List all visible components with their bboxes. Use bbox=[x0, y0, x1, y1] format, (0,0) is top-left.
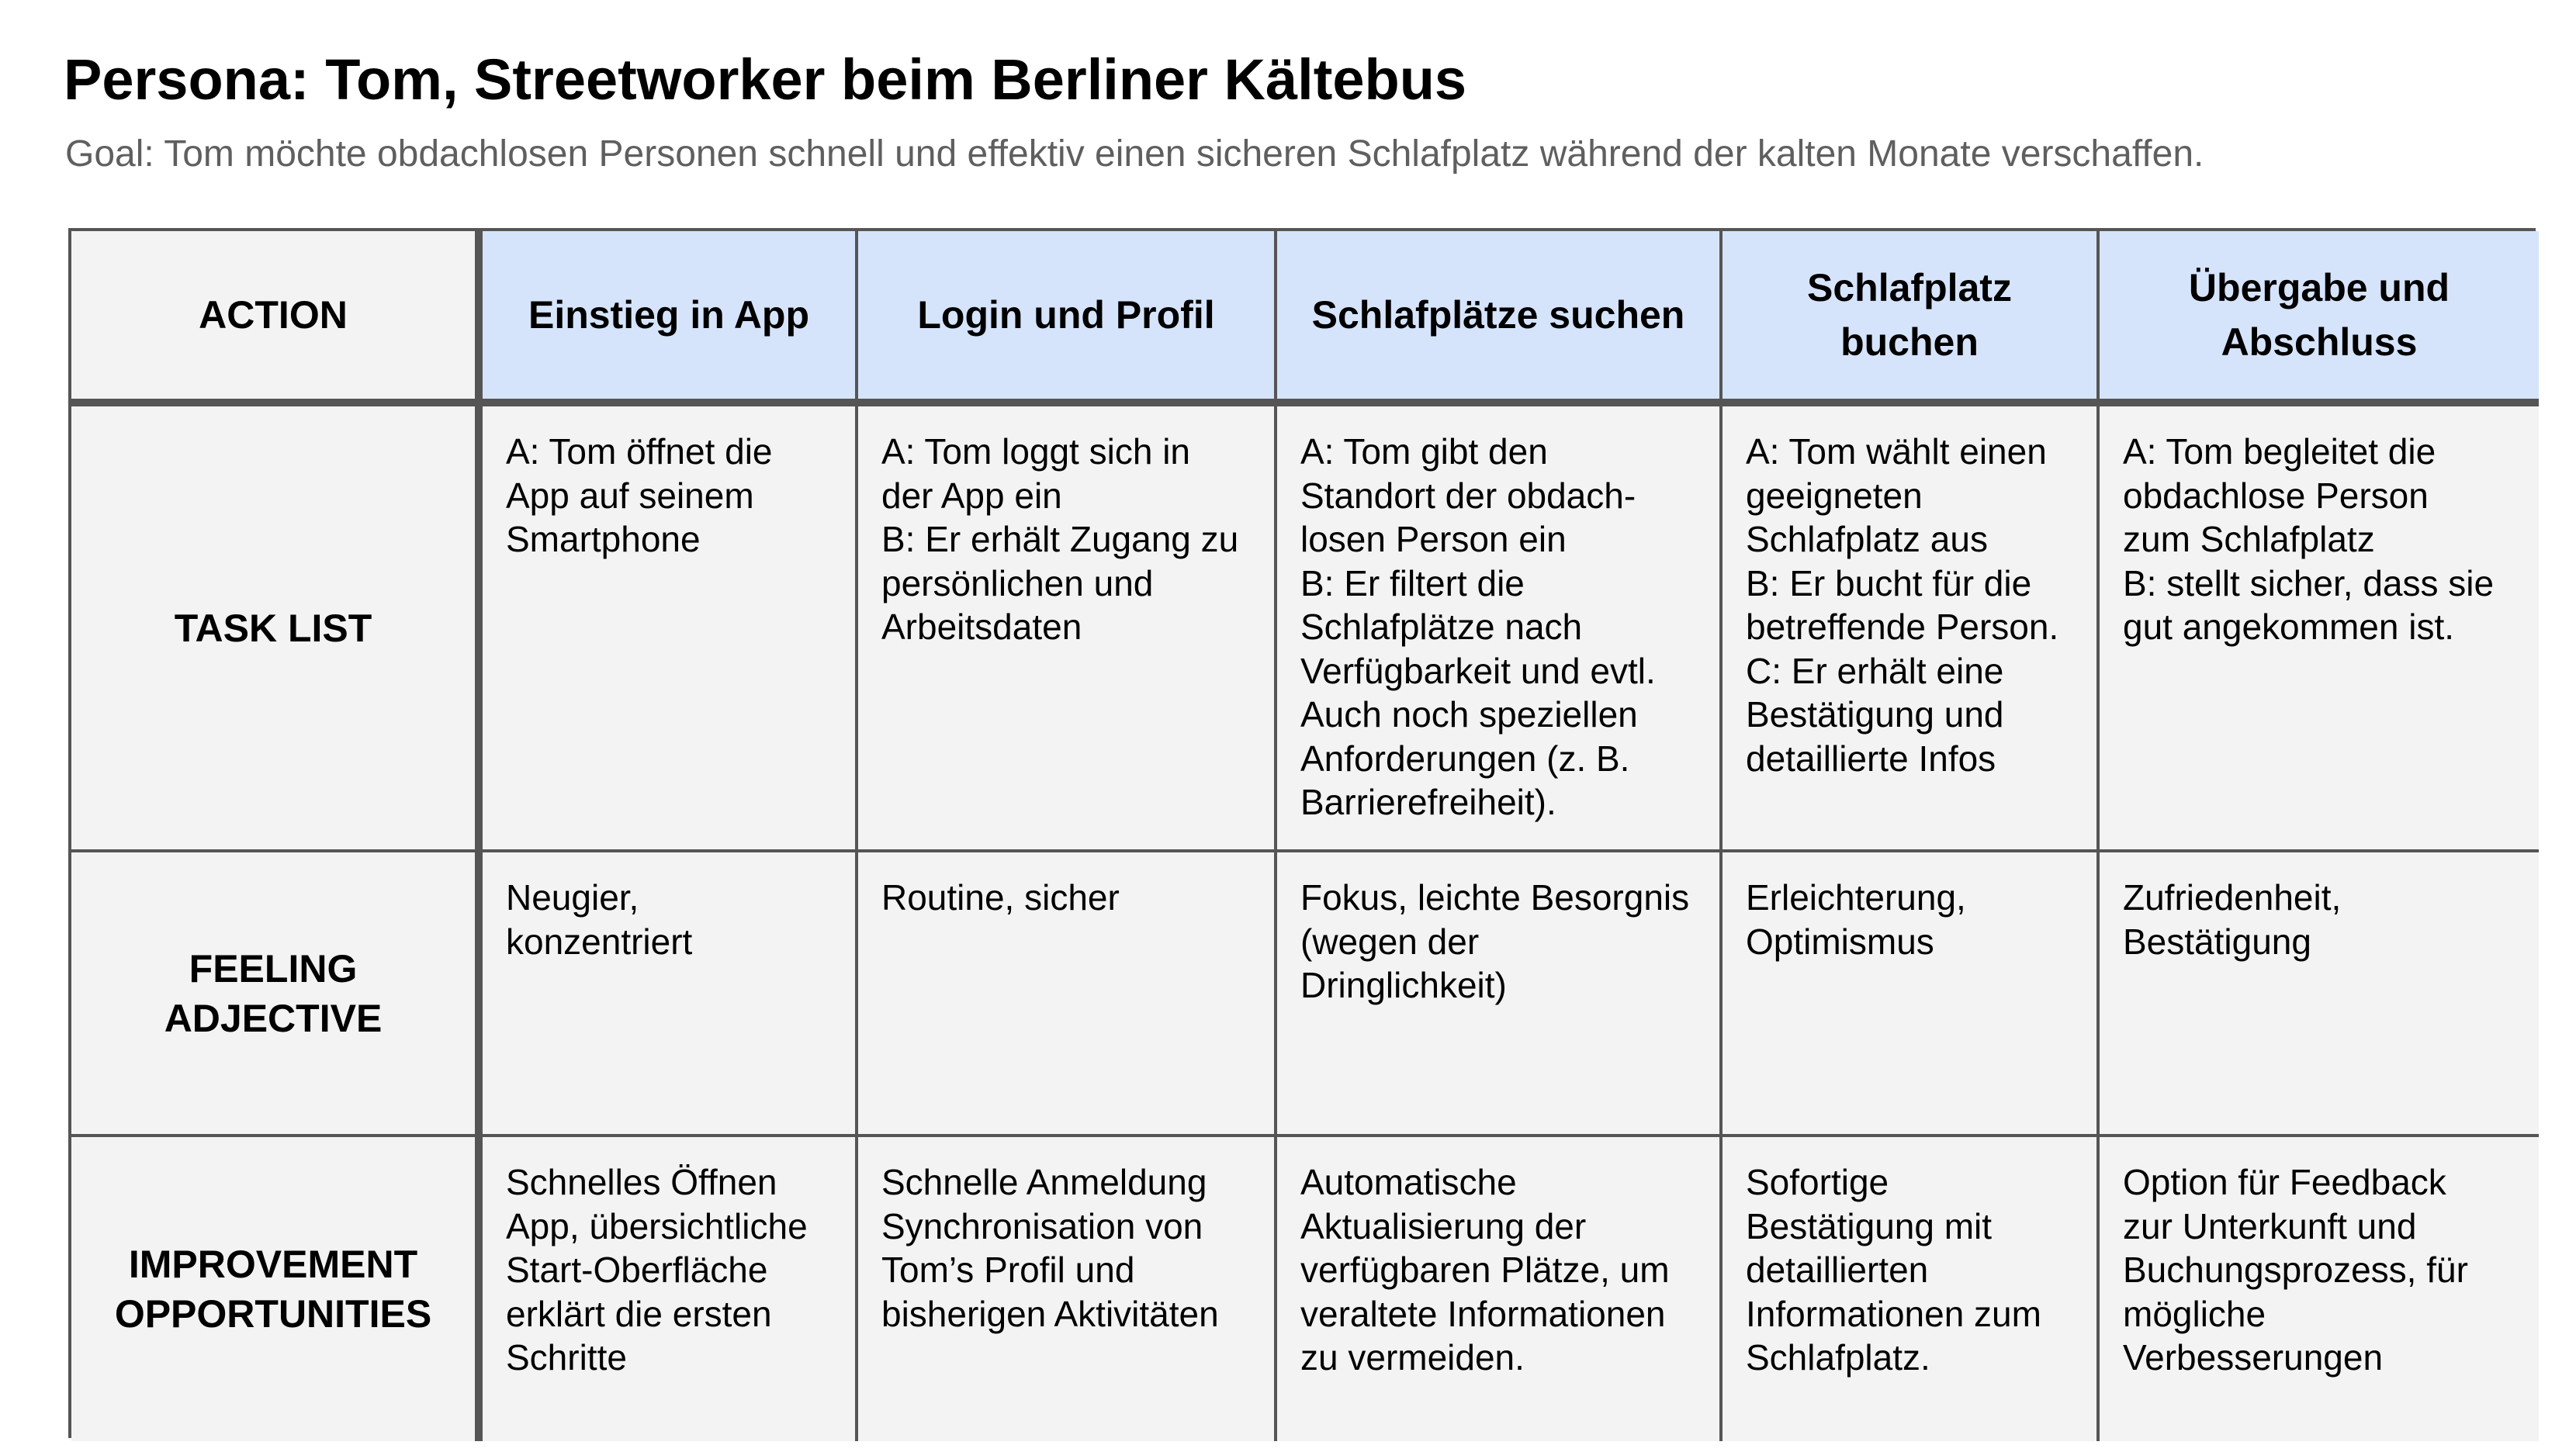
table-cell: Fokus, leichte Besorgnis (wegen der Dringlichkeit) bbox=[1277, 852, 1723, 1137]
column-header: Einstieg in App bbox=[483, 231, 858, 406]
table-cell: Neugier, konzentriert bbox=[483, 852, 858, 1137]
column-header: Schlafplätze suchen bbox=[1277, 231, 1723, 406]
table-cell: Option für Feedback zur Unterkunft und Buchungsprozess, für mögliche Verbesserungen bbox=[2100, 1137, 2539, 1441]
row-label-task-list: TASK LIST bbox=[71, 406, 483, 852]
journey-map-table bbox=[68, 228, 2536, 1438]
row-label-feeling-adjective: FEELING ADJECTIVE bbox=[71, 852, 483, 1137]
page-title: Persona: Tom, Streetworker beim Berliner Kältebus bbox=[64, 47, 1467, 112]
table-cell: A: Tom loggt sich in der App ein B: Er erhält Zugang zu persönlichen und Arbeitsdaten bbox=[858, 406, 1277, 852]
table-cell: A: Tom gibt den Standort der obdach- losen Person ein B: Er filtert die Schlafplätze nach Verfügbarkeit und evtl. Auch noch speziellen Anforderungen (z. B. Barrierefreiheit). bbox=[1277, 406, 1723, 852]
column-header: Login und Profil bbox=[858, 231, 1277, 406]
goal-statement: Goal: Tom möchte obdachlosen Personen schnell und effektiv einen sicheren Schlafplatz während der kalten Monate verschaffen. bbox=[65, 133, 2204, 175]
table-cell: Sofortige Bestätigung mit detaillierten Informationen zum Schlafplatz. bbox=[1723, 1137, 2100, 1441]
table-cell: Schnelle Anmeldung Synchronisation von Tom’s Profil und bisherigen Aktivitäten bbox=[858, 1137, 1277, 1441]
table-cell: Erleichterung, Optimismus bbox=[1723, 852, 2100, 1137]
corner-label: ACTION bbox=[71, 231, 483, 406]
table-cell: Automatische Aktualisierung der verfügbaren Plätze, um veraltete Informationen zu vermeiden. bbox=[1277, 1137, 1723, 1441]
table-cell: A: Tom wählt einen geeigneten Schlafplatz aus B: Er bucht für die betreffende Person. C: Er erhält eine Bestätigung und detaillierte Infos bbox=[1723, 406, 2100, 852]
table-cell: A: Tom begleitet die obdachlose Person zum Schlafplatz B: stellt sicher, dass sie gut angekommen ist. bbox=[2100, 406, 2539, 852]
table-cell: A: Tom öffnet die App auf seinem Smartphone bbox=[483, 406, 858, 852]
column-header: Schlafplatz buchen bbox=[1723, 231, 2100, 406]
table-cell: Zufriedenheit, Bestätigung bbox=[2100, 852, 2539, 1137]
table-cell: Schnelles Öffnen App, übersichtliche Start-Oberfläche erklärt die ersten Schritte bbox=[483, 1137, 858, 1441]
column-header: Übergabe und Abschluss bbox=[2100, 231, 2539, 406]
table-cell: Routine, sicher bbox=[858, 852, 1277, 1137]
row-label-improvement-opportunities: IMPROVEMENT OPPORTUNITIES bbox=[71, 1137, 483, 1441]
